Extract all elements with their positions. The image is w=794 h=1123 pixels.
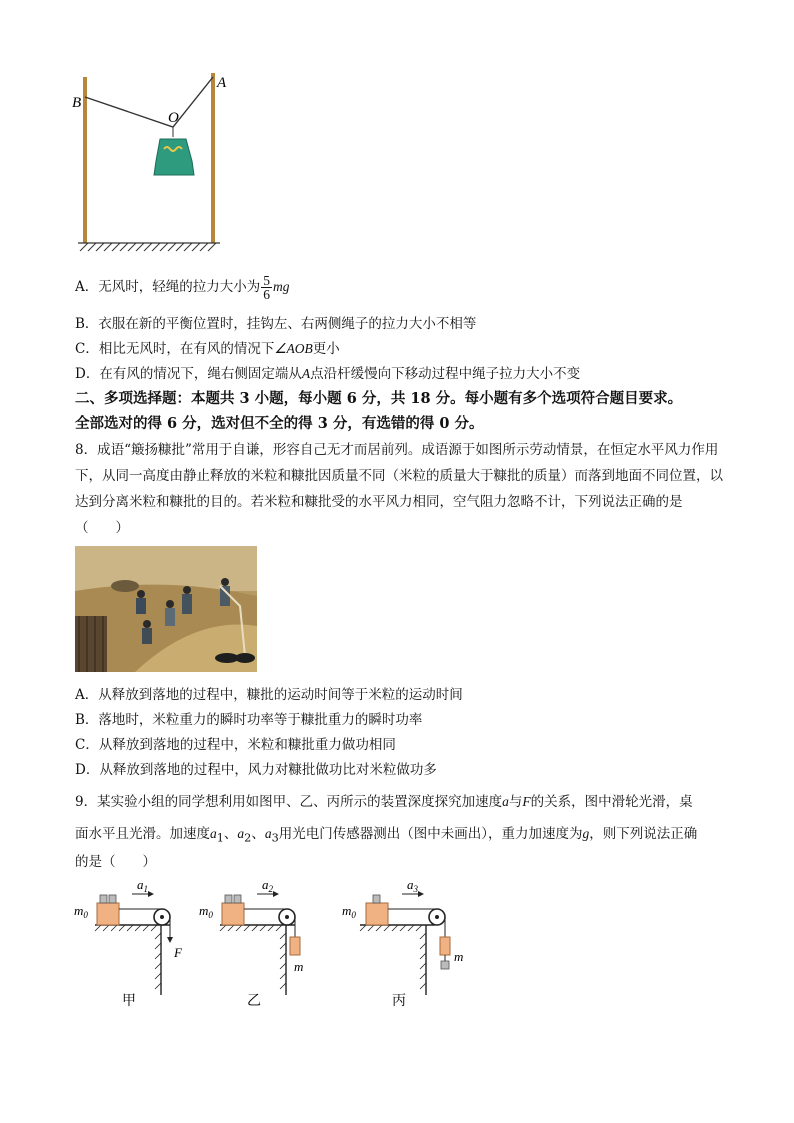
q7-option-d: D．在有风的情况下，绳右侧固定端从A点沿杆缓慢向下移动过程中绳子拉力大小不变 (75, 366, 581, 382)
svg-text:a2: $a_2$ (262, 877, 273, 894)
setup-jia (74, 877, 183, 1009)
svg-text:m: m (294, 959, 304, 974)
section-heading-cont: 全部选对的得 6 分，选对但不全的得 3 分，有选错的得 0 分。 (75, 415, 484, 432)
fraction: $\frac{5}{6}$ (263, 273, 270, 302)
winnowing-painting (75, 546, 257, 672)
label-b: B (72, 95, 82, 111)
q9-stem-line-3: 的是（ ） (75, 854, 156, 870)
caption-bing: 丙 (392, 994, 406, 1009)
q8-option-b: B．落地时，米粒重力的瞬时功率等于糠批重力的瞬时功率 (75, 712, 423, 728)
svg-text:a1: $a_1$ (137, 877, 148, 894)
q7-option-b: B．衣服在新的平衡位置时，挂钩左、右两侧绳子的拉力大小不相等 (75, 316, 477, 332)
svg-text:m0: $m_0$ (199, 903, 213, 920)
svg-text:F: F (174, 945, 182, 960)
section-heading: 二、多项选择题：本题共 3 小题，每小题 6 分，共 18 分。每小题有多个选项符合题目要求。 (75, 390, 683, 407)
q7-option-c: C．相比无风时，在有风的情况下∠AOB更小 (75, 341, 340, 357)
setup-bing (342, 877, 463, 1009)
q8-stem: 8．成语“簸扬糠批”常用于自谦，形容自己无才而居前列。成语源于如图所示劳动情景，在恒定水平风力作用下，从同一高度由静止释放的米粒和糠批因质量不同（米粒的质量大于糠批的质量）而落到地面不同位置，以达到分离米粒和糠批的目的。若米粒和糠批受的水平风力相同，空气阻力忽略不计，下列说法正确的是（ ） (75, 442, 723, 536)
caption-yi: 乙 (247, 994, 261, 1009)
svg-text:m: m (454, 949, 464, 964)
label-o: O (168, 110, 179, 126)
q8-option-d: D．从释放到落地的过程中，风力对糠批做功比对米粒做功多 (75, 762, 437, 778)
svg-text:m0: $m_0$ (74, 903, 88, 920)
clothesline-figure (70, 65, 240, 255)
experiment-setups-figure (70, 875, 490, 1015)
setup-yi (199, 877, 303, 1009)
q9-stem-line-1: 9．某实验小组的同学想利用如图甲、乙、丙所示的装置深度探究加速度a与F的关系，图中滑轮光滑，桌 (75, 794, 693, 810)
svg-text:a3: $a_3$ (407, 877, 418, 894)
label-a: A (217, 75, 227, 91)
q8-option-a: A．从释放到落地的过程中，糠批的运动时间等于米粒的运动时间 (75, 687, 463, 703)
q9-stem-line-2: 面水平且光滑。加速度$a_1$、$a_2$、$a_3$用光电门传感器测出（图中未画出），重力加速度为g，则下列说法正确 (75, 826, 698, 845)
svg-text:m0: $m_0$ (342, 903, 356, 920)
q7-option-a: A．无风时，轻绳的拉力大小为 $\frac{5}{6}$ mg (75, 273, 290, 302)
caption-jia: 甲 (122, 994, 136, 1009)
q8-option-c: C．从释放到落地的过程中，米粒和糠批重力做功相同 (75, 737, 396, 753)
